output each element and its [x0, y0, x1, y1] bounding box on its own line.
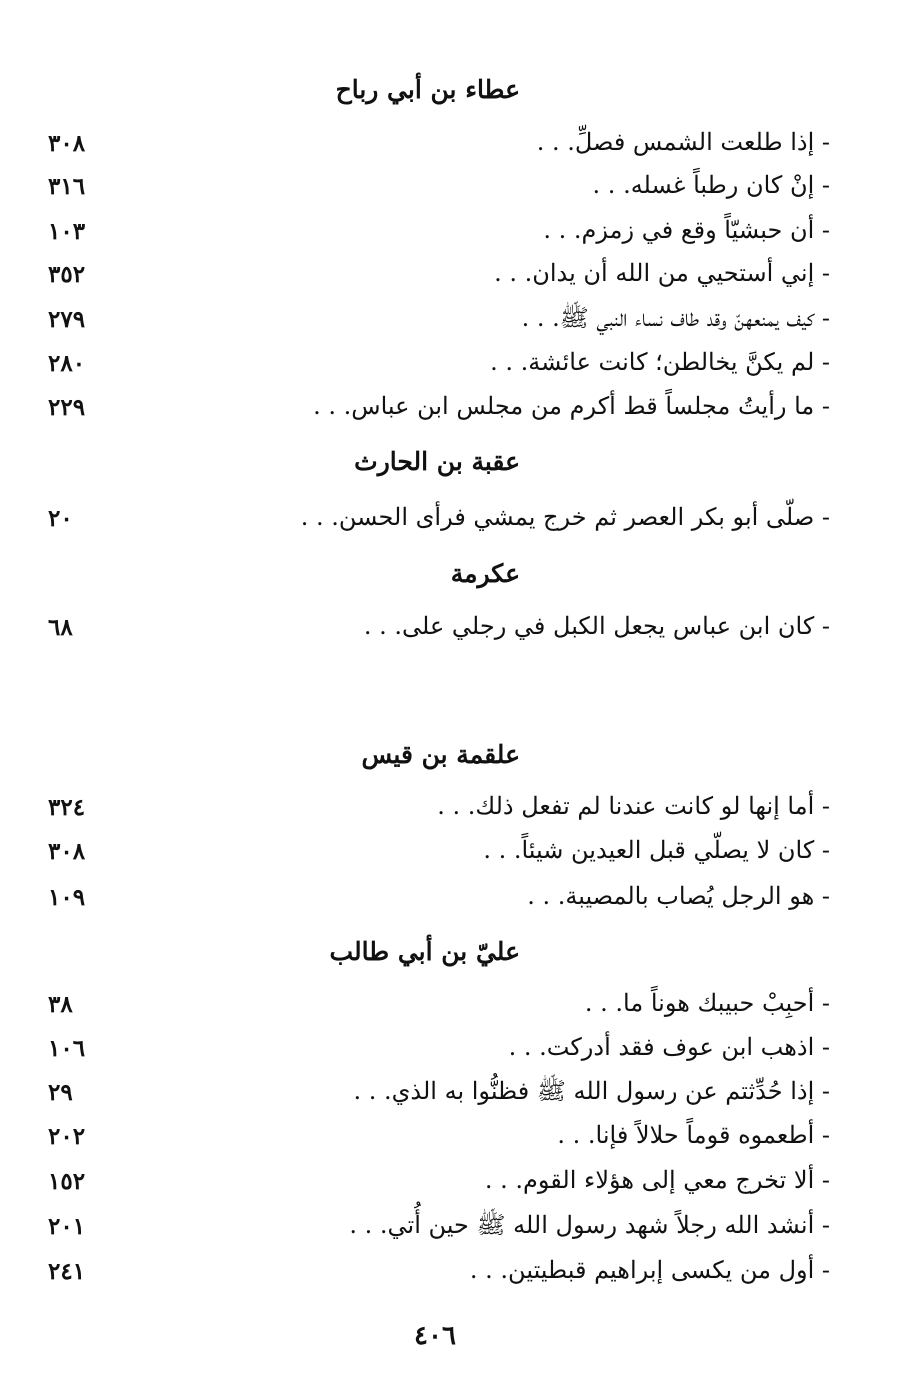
entry-text: - أما إنها لو كانت عندنا لم تفعل ذلك. . . — [437, 792, 830, 820]
entry-page-number: ٣٨ — [48, 991, 73, 1018]
index-entry — [40, 1115, 830, 1155]
entry-page-number: ٣١٦ — [48, 173, 86, 200]
index-entry — [40, 122, 830, 162]
entry-page-number: ٢٠٢ — [48, 1123, 86, 1150]
entry-page-number: ٢٠١ — [48, 1213, 86, 1240]
index-entry — [40, 210, 830, 250]
index-entry — [40, 786, 830, 826]
entry-page-number: ١٠٣ — [48, 218, 86, 245]
index-entry — [40, 497, 830, 537]
section-heading: عقبة بن الحارث — [354, 447, 520, 476]
entry-text: - صلّى أبو بكر العصر ثم خرج يمشي فرأى الحسن. . . — [300, 503, 830, 531]
entry-page-number: ١٠٦ — [48, 1035, 86, 1062]
entry-text: - إذا طلعت الشمس فصلِّ. . . — [536, 128, 830, 156]
entry-text: - إني أستحيي من الله أن يدان. . . — [494, 259, 830, 287]
entry-page-number: ١٠٩ — [48, 884, 86, 911]
index-entry — [40, 342, 830, 382]
section-heading: عطاء بن أبي رباح — [335, 75, 520, 104]
entry-page-number: ١٥٢ — [48, 1168, 86, 1195]
entry-text: - كان ابن عباس يجعل الكبل في رجلي على. . . — [363, 612, 830, 640]
index-entry — [40, 1205, 830, 1245]
entry-text: - ما رأيتُ مجلساً قط أكرم من مجلس ابن عباس. . . — [313, 392, 830, 420]
index-entry — [40, 1071, 830, 1111]
entry-text: - لم يكنَّ يخالطن؛ كانت عائشة. . . — [490, 348, 830, 376]
section-heading: عكرمة — [450, 559, 520, 588]
page-number: ٤٠٦ — [414, 1321, 456, 1351]
entry-page-number: ٣٠٨ — [48, 130, 86, 157]
entry-page-number: ٣٢٤ — [48, 794, 86, 821]
entry-page-number: ٣٠٨ — [48, 838, 86, 865]
entry-text: - ألا تخرج معي إلى هؤلاء القوم. . . — [484, 1166, 830, 1194]
entry-page-number: ٦٨ — [48, 614, 73, 641]
index-entry — [40, 1027, 830, 1067]
entry-page-number: ٢٠ — [48, 505, 73, 532]
entry-text: - أول من يكسى إبراهيم قبطيتين. . . — [469, 1256, 830, 1284]
entry-text: - كان لا يصلّي قبل العيدين شيئاً. . . — [483, 836, 830, 864]
index-entry — [40, 830, 830, 870]
index-entry — [40, 983, 830, 1023]
index-entry — [40, 298, 830, 338]
entry-text: - أنشد الله رجلاً شهد رسول الله ﷺ حين أُتي. . . — [349, 1211, 830, 1239]
section-heading: علقمة بن قيس — [361, 740, 520, 769]
entry-text: - أن حبشيّاً وقع في زمزم. . . — [543, 216, 830, 244]
entry-text: - إنْ كان رطباً غسله. . . — [592, 171, 830, 199]
entry-page-number: ٣٥٢ — [48, 261, 86, 288]
entry-page-number: ٢٢٩ — [48, 394, 86, 421]
index-entry — [40, 253, 830, 293]
index-entry — [40, 876, 830, 916]
entry-page-number: ٢٩ — [48, 1079, 73, 1106]
entry-text: - اذهب ابن عوف فقد أدركت. . . — [508, 1033, 830, 1061]
entry-text: - أطعموه قوماً حلالاً فإنا. . . — [557, 1121, 830, 1149]
index-entry — [40, 165, 830, 205]
index-entry — [40, 1160, 830, 1200]
entry-page-number: ٢٧٩ — [48, 306, 86, 333]
entry-text: - كيف يمنعهنّ وقد طاف نساء النبي ﷺ. . . — [521, 304, 830, 332]
entry-text: - أحبِبْ حبيبك هوناً ما. . . — [584, 989, 830, 1017]
entry-page-number: ٢٨٠ — [48, 350, 86, 377]
section-heading: عليّ بن أبي طالب — [329, 937, 520, 966]
entry-text: - إذا حُدِّثتم عن رسول الله ﷺ فظنُّوا به الذي. . . — [353, 1077, 830, 1105]
index-entry — [40, 606, 830, 646]
entry-page-number: ٢٤١ — [48, 1258, 86, 1285]
index-entry — [40, 386, 830, 426]
entry-text: - هو الرجل يُصاب بالمصيبة. . . — [527, 882, 830, 910]
index-entry — [40, 1250, 830, 1290]
